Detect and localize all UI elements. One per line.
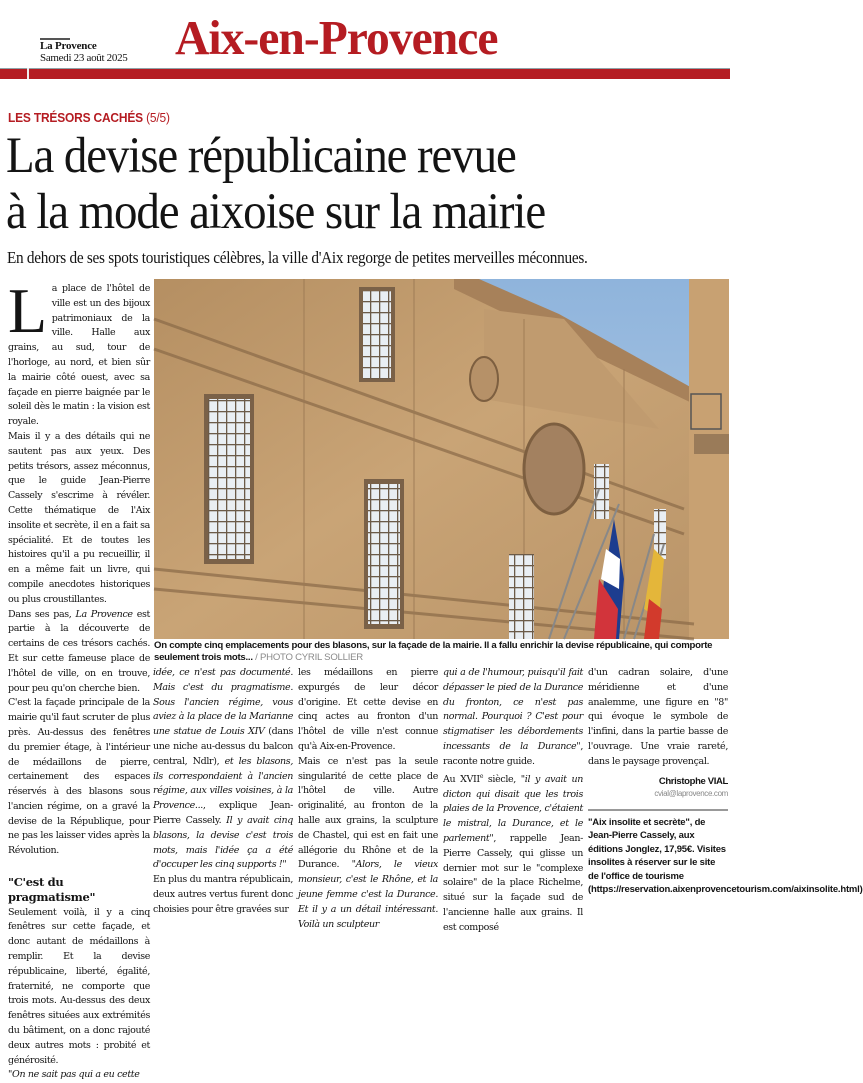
quote-3: Il y avait cinq blasons, la devise c'est trois mots, mais l'idée ça a été d'occuper les cinq supports ! [153, 814, 293, 871]
paragraph-5: Seulement voilà, il y a cinq fenêtres sur cette façade, et donc autant de médaillons à remplir. Et la devise républicaine, liberté, égalité, fraternité, ne comporte que trois mots. Au-dessus des deux fenêtres situées aux extrémités du bâtiment, on a donc rajouté deux autres mots : probité et générosité. [8, 906, 150, 1066]
attribution: , explique Jean-Pierre Cassely. [153, 800, 293, 826]
author-name: Christophe VIAL [658, 775, 728, 787]
headline-line-2: à la mode aixoise sur la mairie [6, 184, 546, 240]
paragraph-7-start: En plus du mantra républicain, deux autres vertus furent donc choisies pour être gravées sur [153, 874, 293, 915]
section-title: Aix-en-Provence [175, 10, 498, 65]
paragraph-4: C'est la façade principale de la mairie qu'il faut scruter de plus près. Au-dessus des fenêtres du premier étage, à l'intérieur de médaillons de pierre, certainement des espaces réservés à des blasons sous l'ancien régime, on a gravé la devise de la République, pour ne pas les laisser vides après la Révolution. [8, 697, 150, 857]
paragraph-6 [153, 666, 293, 873]
paragraph-9-rest: d'un cadran solaire, d'une méridienne et d'une analemme, une figure en "8" qui évoque le symbole de l'infini, dans la partie basse de l'ouvrage. Une vraie rareté, dans le paysage provençal. [588, 667, 728, 767]
century-label: Au XVII [443, 773, 480, 785]
paragraph-6-start [8, 1068, 150, 1083]
drop-cap: L [8, 275, 47, 346]
article-column-4 [443, 666, 583, 936]
article-column-3 [298, 666, 438, 932]
paragraph-3 [8, 608, 150, 697]
article-column-5 [588, 666, 863, 897]
town-hall-photo [154, 279, 729, 639]
paragraph-8-rest [443, 666, 583, 770]
kicker-series-count: (5/5) [146, 110, 170, 125]
quote-close: " [282, 859, 287, 871]
quote-1-start: On ne sait pas qui a eu cette [12, 1069, 140, 1081]
quote-1-rest: idée, ce n'est pas documenté. Mais c'est du pragmatisme. Sous l'ancien régime, vous aviez à la place de la Marianne une statue de Louis XIV [153, 667, 293, 738]
photo-caption [154, 640, 739, 664]
quote-4-attribution: ", raconte notre guide. [443, 740, 583, 767]
paragraph-2: Mais il y a des détails qui ne sautent pas aux yeux. Des petits trésors, assez méconnus, que le guide Jean-Pierre Cassely s'escrime à révéler. Cette thématique de l'Aix insolite et secrète, il en a fait sa spécialité. Et de toutes les histoires qu'il a pu recueillir, il en a même fait un livre, qui compile anecdotes historiques ou plus croustillantes. [8, 430, 150, 605]
masthead-red-bar [0, 68, 730, 79]
paragraph-9-text-c: ", rappelle Jean-Pierre Cassely, qui glisse un dernier mot sur le "complexe solaire" de la place Richelme, situé sur la façade sud de l'ancienne halle aux grains. Il est composé [443, 832, 583, 933]
info-box-rule [588, 809, 728, 811]
paragraph-9 [443, 770, 583, 936]
headline-line-1: La devise républicaine revue [6, 128, 516, 184]
paragraph-1 [8, 275, 150, 430]
quote-open: " [8, 1069, 13, 1081]
standfirst: En dehors de ses spots touristiques célèbres, la ville d'Aix regorge de petites merveilles méconnues. [7, 248, 588, 267]
edition-date: Samedi 23 août 2025 [40, 52, 128, 64]
quote-5: il y avait un dicton qui disait que les trois plaies de la Provence, c'étaient le mistral, la Durance, et le parlement [443, 773, 583, 844]
paragraph-8-text: Mais ce n'est pas la seule singularité de cette place de l'hôtel de ville. Autre originalité, au fronton de la halle aux grains, la sculpture de Chastel, qui est en fait une allégorie du Rhône et de la Durance. " [298, 755, 438, 871]
paragraph-7-rest: les médaillons en pierre expurgés de leur décor d'origine. Et cette devise en cinq actes au fronton d'un l'hôtel de ville n'est connue qu'à Aix-en-Provence. [298, 667, 438, 752]
kicker-label: LES TRÉSORS CACHÉS [8, 110, 143, 125]
book-info-box: "Aix insolite et secrète", de Jean-Pierre Cassely, aux éditions Jonglez, 17,95€. Visites insolites à réserver sur le site de l'office de tourisme (https://reservation.aixenprovencetourism.com/aixinsolite.html) [588, 816, 863, 896]
paragraph-1-text: a place de l'hôtel de ville est un des bijoux patrimoniaux de la ville. Halle aux grains, au sud, tour de l'horloge, au nord, et bien sûr la mairie côté ouest, avec sa façade en pierre baignée par le soleil dès le matin : la vision est royale. [8, 283, 150, 428]
kicker [8, 110, 170, 125]
paper-name: La Provence [40, 40, 97, 52]
author-email[interactable]: cvial@laprovence.com [654, 788, 728, 798]
paragraph-3-text-b: est partie à la découverte de certains de ces trésors cachés. Et sur cette fameuse place de l'hôtel de ville, on en trouve, pour peu qu'on cherche bien. [8, 608, 150, 694]
article-column-2 [153, 666, 293, 918]
masthead [0, 0, 750, 80]
newspaper-name-italic: La Provence [75, 608, 133, 620]
subheading: "C'est du pragmatisme" [8, 875, 96, 904]
editor-note: (dans une niche au-dessus du balcon central, Ndlr), [153, 726, 293, 767]
headline [6, 128, 545, 240]
paragraph-9-text-b: siècle, " [483, 773, 525, 785]
caption-text: On compte cinq emplacements pour des blasons, sur la façade de la mairie. Il a fallu enrichir la devise républicaine, qui comporte seulement trois mots... [154, 640, 713, 663]
century-superscript: e [479, 772, 484, 780]
article-column-1 [8, 275, 150, 1083]
quote-4-start: Alors, le vieux monsieur, c'est le Rhône, et la jeune femme c'est la Durance. Et il y a un détail intéressant. Voilà un sculpteur [298, 859, 438, 930]
photo-credit: / PHOTO CYRIL SOLLIER [252, 652, 363, 663]
quote-4-rest: qui a de l'humour, puisqu'il fait dépasser le pied de la Durance du fronton, ce n'est pas normal. Pourquoi ? C'est pour stigmatiser les débordements incessants de la Durance [443, 667, 583, 752]
masthead-bar-tick [27, 68, 29, 79]
paragraph-3-text-a: Dans ses pas, [8, 608, 76, 620]
quote-2: et les blasons, ils correspondaient à l'ancien régime, aux villes voisines, à la Provence... [153, 755, 293, 812]
paragraph-8 [298, 755, 438, 933]
town-hall-facade-image [154, 279, 729, 639]
